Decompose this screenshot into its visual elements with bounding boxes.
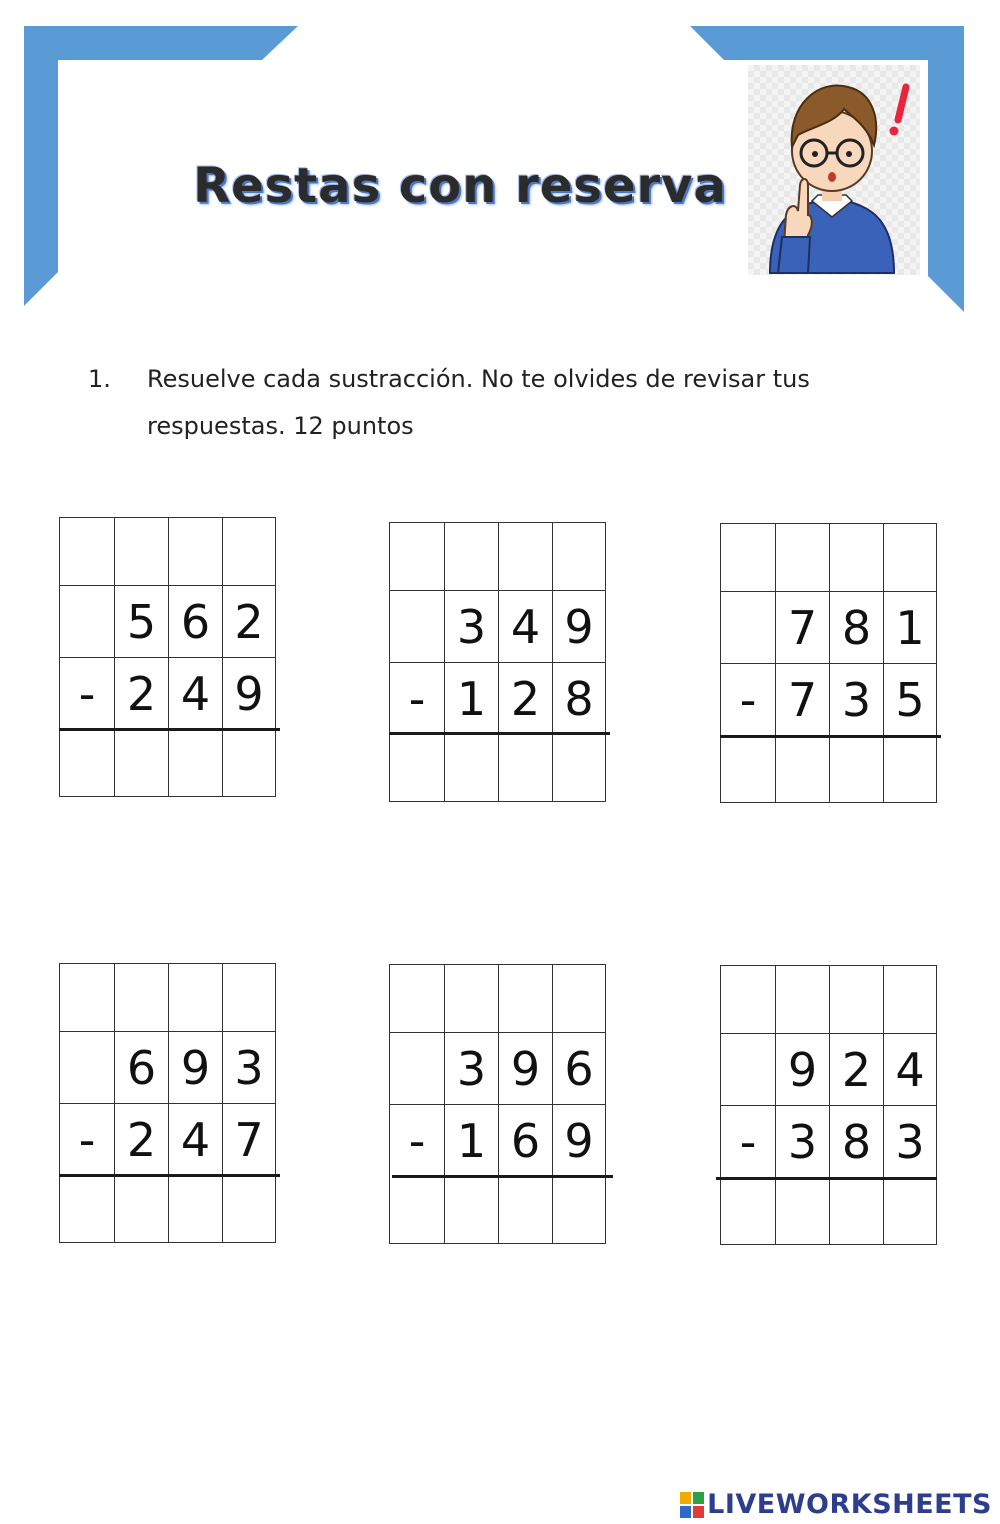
digit-cell: 3 [444, 590, 498, 662]
worksheet-title: Restas con reserva [193, 158, 727, 214]
digit-cell: 2 [498, 662, 552, 734]
carry-cell[interactable] [389, 964, 444, 1032]
subtraction-grid [720, 965, 938, 1245]
digit-cell: 8 [829, 1105, 883, 1177]
carry-cell[interactable] [552, 964, 606, 1032]
minus-sign: - [59, 1103, 114, 1175]
sum-line [392, 1175, 613, 1178]
answer-cell[interactable] [168, 1175, 222, 1243]
brand-name: LIVEWORKSHEETS [707, 1489, 992, 1520]
digit-cell: 6 [498, 1104, 552, 1176]
minuend-row [389, 590, 607, 662]
digit-cell [59, 1031, 114, 1103]
digit-cell: 3 [883, 1105, 937, 1177]
minus-sign: - [59, 657, 114, 729]
liveworksheets-footer[interactable] [680, 1489, 992, 1520]
answer-cell[interactable] [168, 729, 222, 797]
digit-cell: 3 [222, 1031, 276, 1103]
answer-cell[interactable] [222, 1175, 276, 1243]
carry-cell[interactable] [829, 965, 883, 1033]
subtrahend-row [59, 1103, 277, 1175]
answer-row [389, 1176, 607, 1244]
subtraction-grid [389, 964, 607, 1244]
carry-cell[interactable] [59, 517, 114, 585]
carry-cell[interactable] [775, 523, 829, 591]
digit-cell: 9 [498, 1032, 552, 1104]
answer-cell[interactable] [444, 1176, 498, 1244]
digit-cell: 7 [775, 663, 829, 735]
carry-cell[interactable] [498, 522, 552, 590]
digit-cell: 8 [552, 662, 606, 734]
carry-row [59, 517, 277, 585]
answer-cell[interactable] [829, 735, 883, 803]
minus-sign: - [720, 663, 775, 735]
digit-cell: 6 [552, 1032, 606, 1104]
answer-cell[interactable] [222, 729, 276, 797]
answer-cell[interactable] [59, 729, 114, 797]
digit-cell: 4 [168, 657, 222, 729]
answer-row [59, 729, 277, 797]
answer-cell[interactable] [552, 1176, 606, 1244]
answer-cell[interactable] [114, 1175, 168, 1243]
carry-cell[interactable] [168, 517, 222, 585]
digit-cell: 3 [444, 1032, 498, 1104]
minuend-row [720, 1033, 938, 1105]
digit-cell: 4 [883, 1033, 937, 1105]
liveworksheets-logo-icon [680, 1492, 704, 1518]
subtrahend-row [59, 657, 277, 729]
digit-cell: 1 [883, 591, 937, 663]
subtraction-grid [389, 522, 607, 802]
answer-cell[interactable] [389, 1176, 444, 1244]
carry-cell[interactable] [114, 963, 168, 1031]
answer-cell[interactable] [720, 735, 775, 803]
digit-cell: 5 [114, 585, 168, 657]
answer-cell[interactable] [498, 734, 552, 802]
instruction-number: 1. [88, 365, 111, 393]
digit-cell [389, 1032, 444, 1104]
sum-line [720, 735, 941, 738]
carry-row [389, 522, 607, 590]
answer-cell[interactable] [444, 734, 498, 802]
thinking-boy-illustration [748, 65, 920, 275]
minus-sign: - [720, 1105, 775, 1177]
answer-row [720, 735, 938, 803]
carry-cell[interactable] [222, 963, 276, 1031]
minuend-row [720, 591, 938, 663]
carry-row [389, 964, 607, 1032]
subtraction-grid [59, 517, 277, 797]
answer-cell[interactable] [552, 734, 606, 802]
carry-cell[interactable] [498, 964, 552, 1032]
digit-cell: 2 [222, 585, 276, 657]
carry-cell[interactable] [883, 523, 937, 591]
sum-line [716, 1177, 937, 1180]
answer-row [389, 734, 607, 802]
answer-cell[interactable] [498, 1176, 552, 1244]
answer-row [59, 1175, 277, 1243]
answer-cell[interactable] [883, 1177, 937, 1245]
carry-cell[interactable] [883, 965, 937, 1033]
digit-cell: 9 [775, 1033, 829, 1105]
digit-cell: 9 [552, 590, 606, 662]
digit-cell [389, 590, 444, 662]
subtraction-grid [720, 523, 938, 803]
digit-cell: 1 [444, 662, 498, 734]
answer-cell[interactable] [829, 1177, 883, 1245]
sum-line [59, 728, 280, 731]
digit-cell: 2 [114, 657, 168, 729]
answer-cell[interactable] [720, 1177, 775, 1245]
carry-cell[interactable] [775, 965, 829, 1033]
digit-cell: 6 [168, 585, 222, 657]
sum-line [59, 1174, 280, 1177]
answer-cell[interactable] [389, 734, 444, 802]
carry-cell[interactable] [444, 522, 498, 590]
carry-cell[interactable] [389, 522, 444, 590]
digit-cell: 1 [444, 1104, 498, 1176]
carry-cell[interactable] [720, 965, 775, 1033]
answer-cell[interactable] [114, 729, 168, 797]
carry-row [59, 963, 277, 1031]
digit-cell: 5 [883, 663, 937, 735]
answer-cell[interactable] [59, 1175, 114, 1243]
minuend-row [59, 1031, 277, 1103]
digit-cell: 9 [168, 1031, 222, 1103]
carry-cell[interactable] [444, 964, 498, 1032]
digit-cell: 9 [222, 657, 276, 729]
minuend-row [59, 585, 277, 657]
carry-cell[interactable] [114, 517, 168, 585]
answer-row [720, 1177, 938, 1245]
minus-sign: - [389, 1104, 444, 1176]
carry-cell[interactable] [59, 963, 114, 1031]
carry-cell[interactable] [168, 963, 222, 1031]
subtrahend-row [720, 663, 938, 735]
minus-sign: - [389, 662, 444, 734]
carry-cell[interactable] [829, 523, 883, 591]
sum-line [389, 732, 610, 735]
digit-cell: 8 [829, 591, 883, 663]
answer-cell[interactable] [775, 735, 829, 803]
carry-row [720, 523, 938, 591]
carry-row [720, 965, 938, 1033]
digit-cell: 4 [168, 1103, 222, 1175]
subtrahend-row [389, 662, 607, 734]
answer-cell[interactable] [775, 1177, 829, 1245]
digit-cell: 2 [829, 1033, 883, 1105]
subtrahend-row [389, 1104, 607, 1176]
carry-cell[interactable] [720, 523, 775, 591]
digit-cell: 6 [114, 1031, 168, 1103]
digit-cell [59, 585, 114, 657]
subtrahend-row [720, 1105, 938, 1177]
instruction-text: Resuelve cada sustracción. No te olvides de revisar tus respuestas. 12 puntos [147, 365, 810, 440]
digit-cell: 3 [829, 663, 883, 735]
carry-cell[interactable] [552, 522, 606, 590]
subtraction-grid [59, 963, 277, 1243]
answer-cell[interactable] [883, 735, 937, 803]
digit-cell: 9 [552, 1104, 606, 1176]
digit-cell: 7 [775, 591, 829, 663]
minuend-row [389, 1032, 607, 1104]
digit-cell: 4 [498, 590, 552, 662]
digit-cell: 7 [222, 1103, 276, 1175]
digit-cell: 3 [775, 1105, 829, 1177]
digit-cell: 2 [114, 1103, 168, 1175]
carry-cell[interactable] [222, 517, 276, 585]
digit-cell [720, 591, 775, 663]
digit-cell [720, 1033, 775, 1105]
